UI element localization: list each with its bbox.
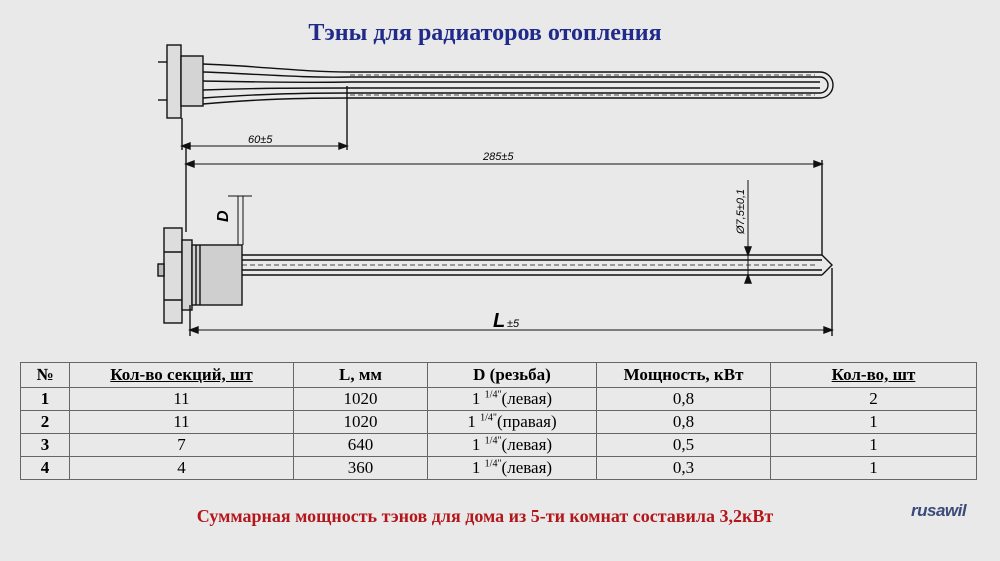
dim-l-letter: L xyxy=(493,310,506,332)
cell-length: 640 xyxy=(294,434,428,457)
col-header-thread: D (резьба) xyxy=(428,363,597,388)
dim-thread-d: D xyxy=(215,210,232,222)
cell-power: 0,5 xyxy=(597,434,771,457)
cell-length: 360 xyxy=(294,457,428,480)
cell-power: 0,8 xyxy=(597,388,771,411)
bottom-tube-end xyxy=(822,255,832,275)
summary-text: Суммарная мощность тэнов для дома из 5-ти комнат составила 3,2кВт xyxy=(196,506,774,526)
col-header-sections: Кол-во секций, шт xyxy=(70,363,294,388)
cell-thread: 1 $^{1/4"}$(левая) xyxy=(428,388,597,411)
cell-number: 1 xyxy=(21,388,70,411)
col-header-length: L, мм xyxy=(294,363,428,388)
dim-tube-diameter: Ø7,5±0,1 xyxy=(735,188,747,234)
spec-table xyxy=(20,362,977,480)
cell-thread: 1 $^{1/4"}$(левая) xyxy=(428,457,597,480)
cell-sections: 11 xyxy=(70,411,294,434)
col-header-qty: Кол-во, шт xyxy=(771,363,977,388)
col-header-power: Мощность, кВт xyxy=(597,363,771,388)
top-flange-body xyxy=(181,56,203,106)
cell-length: 1020 xyxy=(294,388,428,411)
cell-power: 0,8 xyxy=(597,411,771,434)
cell-thread: 1 $^{1/4"}$(левая) xyxy=(428,434,597,457)
table-row xyxy=(21,434,977,457)
cell-power: 0,3 xyxy=(597,457,771,480)
dim-flange-length: 60±5 xyxy=(248,134,273,146)
cell-qty: 1 xyxy=(771,411,977,434)
cell-thread: 1 $^{1/4"}$(правая) xyxy=(428,411,597,434)
top-u-bend xyxy=(820,72,833,98)
dim-l-tolerance: ±5 xyxy=(507,318,520,330)
cell-number: 4 xyxy=(21,457,70,480)
table-row xyxy=(21,457,977,480)
cell-sections: 4 xyxy=(70,457,294,480)
cell-length: 1020 xyxy=(294,411,428,434)
col-header-number: № xyxy=(21,363,70,388)
cell-number: 2 xyxy=(21,411,70,434)
dim-total-length: 285±5 xyxy=(483,151,514,163)
top-tube-1 xyxy=(203,64,820,72)
cell-qty: 2 xyxy=(771,388,977,411)
table-header-row xyxy=(21,363,977,388)
cell-qty: 1 xyxy=(771,457,977,480)
cell-sections: 11 xyxy=(70,388,294,411)
top-flange-nut xyxy=(167,45,181,118)
cell-number: 3 xyxy=(21,434,70,457)
bottom-flange-nut xyxy=(164,228,182,323)
brand-logo: rusawil xyxy=(911,501,967,520)
table-row xyxy=(21,388,977,411)
cell-sections: 7 xyxy=(70,434,294,457)
cell-qty: 1 xyxy=(771,434,977,457)
page-title: Тэны для радиаторов отопления xyxy=(308,20,662,46)
table-row xyxy=(21,411,977,434)
